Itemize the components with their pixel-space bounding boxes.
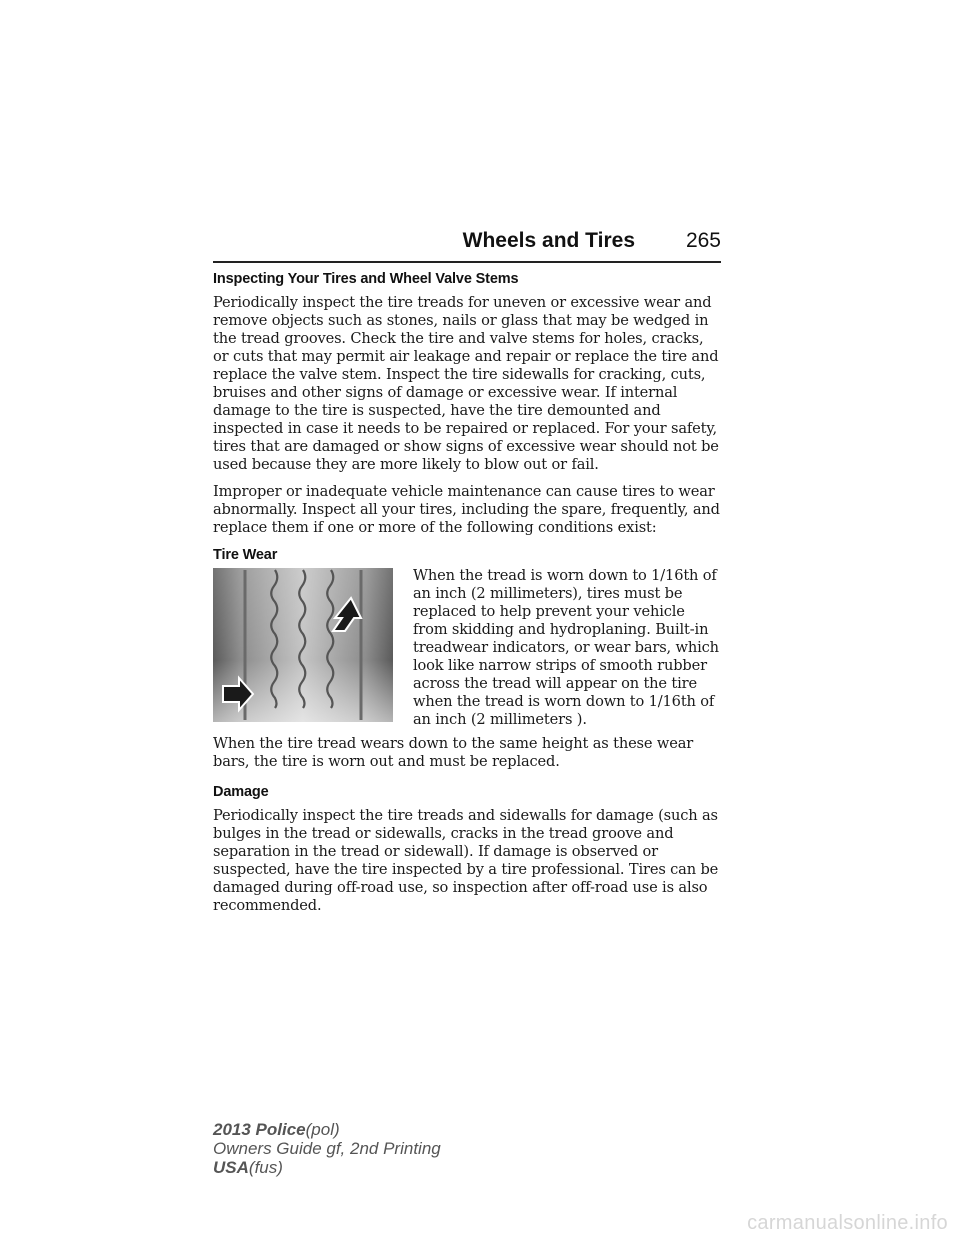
heading-inspecting: Inspecting Your Tires and Wheel Valve Stems	[213, 271, 519, 287]
page-number: 265	[685, 229, 721, 252]
heading-tire-wear: Tire Wear	[213, 547, 278, 563]
tire-tread-illustration	[213, 568, 393, 722]
paragraph-inspecting-2: Improper or inadequate vehicle maintenance can cause tires to wear abnormally. Inspect all your tires, including the spare, frequently, and replace them if one or more of the following conditions exist:	[213, 483, 720, 536]
footer-model-code: (pol)	[305, 1120, 340, 1139]
watermark-text: carmanualsonline.info	[747, 1212, 948, 1234]
footer-model: 2013 Police	[213, 1120, 306, 1139]
page-footer	[213, 1120, 441, 1177]
footer-line-2: Owners Guide gf, 2nd Printing	[213, 1139, 441, 1158]
footer-market-code: (fus)	[248, 1158, 283, 1177]
page-header	[213, 229, 721, 263]
footer-market: USA	[213, 1158, 249, 1177]
paragraph-tire-wear: When the tire tread wears down to the same height as these wear bars, the tire is worn out and must be replaced.	[213, 735, 694, 770]
footer-line-1	[213, 1120, 441, 1139]
section-title: Wheels and Tires	[462, 229, 635, 252]
header-rule	[213, 261, 721, 263]
page-content	[213, 270, 723, 924]
tire-wear-block	[213, 567, 723, 729]
footer-line-3	[213, 1158, 441, 1177]
paragraph-damage: Periodically inspect the tire treads and sidewalls for damage (such as bulges in the tread or sidewalls, cracks in the tread groove and separation in the tread or sidewall). If damage is observed or suspected, have the tire inspected by a tire professional. Tires can be damaged during off-road use, so inspection after off-road use is also recommended.	[213, 807, 719, 914]
tire-wear-description: When the tread is worn down to 1/16th of an inch (2 millimeters), tires must be replaced to help prevent your vehicle from skidding and hydroplaning. Built-in treadwear indicators, or wear bars, which look like narrow strips of smooth rubber across the tread will appear on the tire when the tread is worn down to 1/16th of an inch (2 millimeters ).	[413, 567, 719, 728]
heading-damage: Damage	[213, 784, 269, 800]
paragraph-inspecting-1: Periodically inspect the tire treads for uneven or excessive wear and remove objects such as stones, nails or glass that may be wedged in the tread grooves. Check the tire and valve stems for holes, cracks, or cuts that may permit air leakage and repair or replace the tire and replace the valve stem. Inspect the tire sidewalls for cracking, cuts, bruises and other signs of damage or excessive wear. If internal damage to the tire is suspected, have the tire demounted and inspected in case it needs to be repaired or replaced. For your safety, tires that are damaged or show signs of excessive wear should not be used because they are more likely to blow out or fail.	[213, 294, 719, 473]
